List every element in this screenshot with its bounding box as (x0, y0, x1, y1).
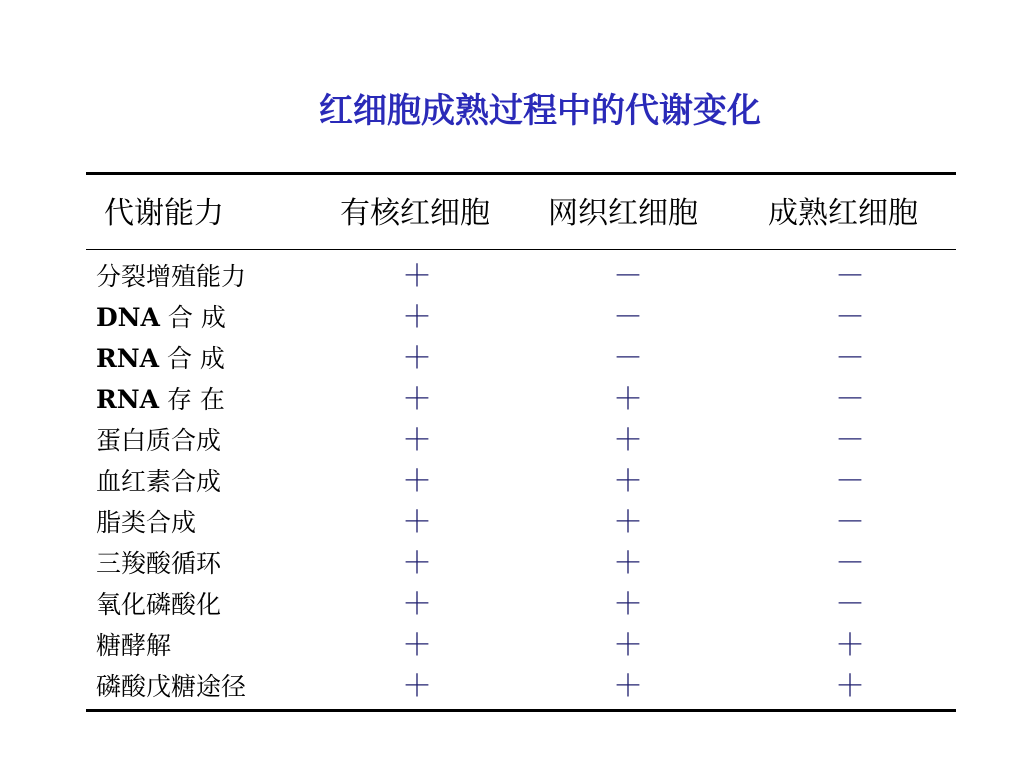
minus-mark: － (835, 464, 865, 499)
plus-mark: ＋ (613, 587, 643, 622)
slide-title: 红细胞成熟过程中的代谢变化 (319, 91, 761, 131)
row-label (96, 584, 221, 625)
header-mature-rbc: 成熟红细胞 (768, 196, 918, 231)
table-row (0, 256, 1024, 297)
table-header-rule (86, 249, 956, 250)
table-row (0, 461, 1024, 502)
row-label-text: 蛋白质合成 (96, 426, 222, 455)
plus-mark: ＋ (402, 341, 432, 376)
row-label-text: 氧化磷酸化 (96, 590, 222, 619)
table-row (0, 666, 1024, 707)
table-bottom-rule (86, 709, 956, 712)
table-row (0, 379, 1024, 420)
plus-mark: ＋ (613, 464, 643, 499)
plus-mark: ＋ (402, 464, 432, 499)
row-label (96, 543, 221, 584)
minus-mark: － (835, 587, 865, 622)
minus-mark: － (835, 423, 865, 458)
row-label (96, 625, 171, 666)
table-top-rule (86, 172, 956, 175)
plus-mark: ＋ (613, 505, 643, 540)
plus-mark: ＋ (613, 669, 643, 704)
row-label-text: 合 成 (159, 344, 225, 373)
row-label-text: 糖酵解 (96, 631, 172, 660)
minus-mark: － (613, 300, 643, 335)
row-label (96, 379, 225, 420)
row-label-text: 三羧酸循环 (96, 549, 222, 578)
minus-mark: － (835, 505, 865, 540)
row-label-prefix: RNA (96, 344, 160, 373)
plus-mark: ＋ (402, 382, 432, 417)
plus-mark: ＋ (402, 423, 432, 458)
plus-mark: ＋ (613, 546, 643, 581)
minus-mark: － (613, 341, 643, 376)
row-label (96, 502, 196, 543)
plus-mark: ＋ (613, 628, 643, 663)
table-row (0, 338, 1024, 379)
row-label-text: 脂类合成 (96, 508, 197, 537)
minus-mark: － (835, 341, 865, 376)
row-label (96, 338, 225, 379)
row-label (96, 666, 246, 707)
table-row (0, 297, 1024, 338)
plus-mark: ＋ (613, 423, 643, 458)
table-row (0, 543, 1024, 584)
plus-mark: ＋ (402, 546, 432, 581)
header-nucleated-rbc: 有核红细胞 (340, 196, 490, 231)
row-label-prefix: DNA (96, 303, 160, 332)
row-label (96, 297, 226, 338)
table-row (0, 584, 1024, 625)
table-body (0, 256, 1024, 707)
minus-mark: － (613, 259, 643, 294)
plus-mark: ＋ (613, 382, 643, 417)
row-label (96, 256, 246, 297)
header-metabolic-capacity: 代谢能力 (104, 196, 224, 231)
plus-mark: ＋ (402, 669, 432, 704)
plus-mark: ＋ (402, 505, 432, 540)
row-label-text: 合 成 (159, 303, 226, 332)
plus-mark: ＋ (402, 300, 432, 335)
row-label-text: 分裂增殖能力 (96, 262, 247, 291)
row-label-text: 血红素合成 (96, 467, 222, 496)
plus-mark: ＋ (835, 628, 865, 663)
plus-mark: ＋ (402, 628, 432, 663)
row-label (96, 461, 221, 502)
plus-mark: ＋ (402, 259, 432, 294)
row-label-prefix: RNA (96, 385, 160, 414)
table-row (0, 420, 1024, 461)
row-label-text: 磷酸戊糖途径 (96, 672, 247, 701)
row-label (96, 420, 221, 461)
plus-mark: ＋ (835, 669, 865, 704)
minus-mark: － (835, 382, 865, 417)
minus-mark: － (835, 546, 865, 581)
minus-mark: － (835, 259, 865, 294)
plus-mark: ＋ (402, 587, 432, 622)
table-row (0, 502, 1024, 543)
row-label-text: 存 在 (159, 385, 225, 414)
table-row (0, 625, 1024, 666)
header-reticulocyte: 网织红细胞 (548, 196, 698, 231)
minus-mark: － (835, 300, 865, 335)
